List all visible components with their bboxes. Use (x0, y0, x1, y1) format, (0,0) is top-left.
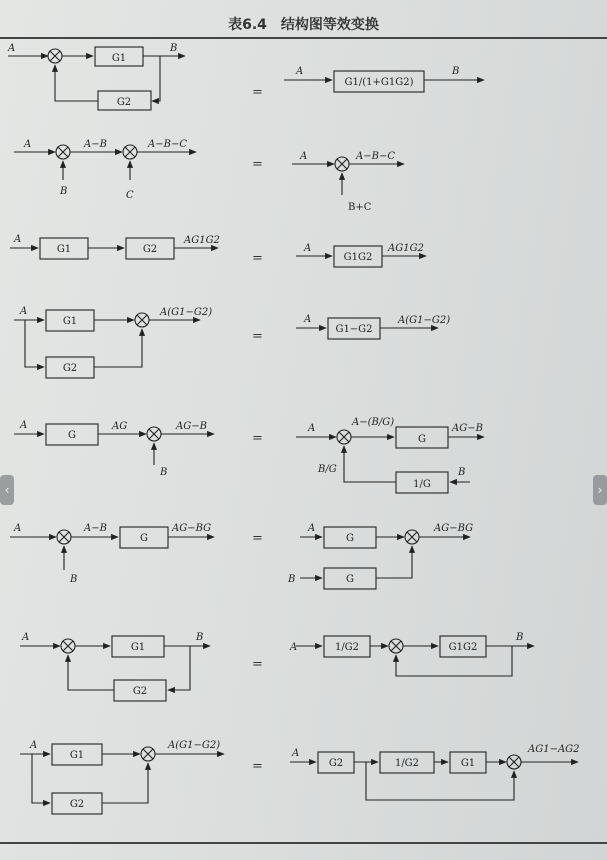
row8-left (20, 744, 224, 814)
signal-label: A−B (84, 523, 107, 534)
block-label: G1G2 (343, 252, 373, 263)
signal-label: A(G1−G2) (168, 740, 221, 751)
signal-label: B (516, 632, 524, 643)
block-label: 1/G2 (394, 758, 420, 769)
block-label: G2 (328, 758, 344, 769)
signal-label: B (60, 186, 68, 197)
block-label: G1 (130, 642, 146, 653)
signal-label: A (8, 43, 16, 54)
signal-label: AG−B (176, 421, 207, 432)
block-label: G (68, 430, 76, 441)
row2-right (292, 157, 404, 195)
signal-label: A (20, 420, 28, 431)
block-label: G1 (62, 316, 78, 327)
signal-label: A(G1−G2) (160, 307, 213, 318)
equals-sign: = (252, 157, 263, 172)
signal-label: B (160, 467, 168, 478)
block-label: G2 (62, 363, 78, 374)
signal-label: B (458, 467, 466, 478)
signal-label: AG−BG (434, 523, 474, 534)
table-title: 表6.4 结构图等效变换 (228, 17, 379, 33)
signal-label: A (292, 748, 300, 759)
signal-label: A (290, 642, 298, 653)
signal-label: AG1G2 (184, 235, 220, 246)
signal-label: A (308, 523, 316, 534)
signal-label: A (308, 423, 316, 434)
row5-right (296, 427, 484, 493)
signal-label: A−B−C (356, 151, 395, 162)
signal-label: B (196, 632, 204, 643)
row4-left (14, 310, 200, 378)
signal-label: A (296, 66, 304, 77)
block-label: G2 (142, 244, 158, 255)
equals-sign: = (252, 329, 263, 344)
equals-sign: = (252, 431, 263, 446)
block-label: G1 (69, 750, 85, 761)
equals-sign: = (252, 85, 263, 100)
signal-label: AG−B (452, 423, 483, 434)
block-label: G1 (111, 53, 127, 64)
signal-label: B+C (348, 202, 372, 213)
signal-label: B (170, 43, 178, 54)
next-page-arrow-icon[interactable]: › (593, 475, 607, 505)
block-label: G (346, 574, 354, 585)
row6-right (300, 527, 470, 589)
signal-label: AG−BG (172, 523, 212, 534)
block-label: G1 (460, 758, 476, 769)
block-label: G1/(1+G1G2) (344, 77, 414, 88)
block-label: G2 (132, 686, 148, 697)
signal-label: A (22, 632, 30, 643)
block-label: 1/G2 (334, 642, 360, 653)
row2-left (14, 145, 196, 180)
prev-page-arrow-icon[interactable]: ‹ (0, 475, 14, 505)
row7-left (20, 636, 210, 701)
signal-label: A (14, 234, 22, 245)
signal-label: A (304, 243, 312, 254)
row7-right (296, 636, 534, 676)
equals-sign: = (252, 251, 263, 266)
signal-label: B (288, 574, 296, 585)
signal-label: AG1G2 (388, 243, 424, 254)
block-label: G1G2 (448, 642, 478, 653)
signal-label: B/G (318, 464, 337, 475)
signal-label: A (14, 523, 22, 534)
row1-left (8, 47, 185, 110)
signal-label: A−(B/G) (352, 417, 395, 428)
equals-sign: = (252, 657, 263, 672)
block-label: G2 (69, 799, 85, 810)
block-label: G2 (116, 97, 132, 108)
signal-label: A(G1−G2) (398, 315, 451, 326)
block-label: G (418, 434, 426, 445)
equals-sign: = (252, 531, 263, 546)
block-label: G1−G2 (335, 324, 373, 335)
signal-label: A (24, 139, 32, 150)
signal-label: A (300, 151, 308, 162)
signal-label: A (304, 314, 312, 325)
block-label: 1/G (413, 479, 431, 490)
block-label: G (346, 533, 354, 544)
signal-label: AG (112, 421, 128, 432)
signal-label: A−B (84, 139, 107, 150)
block-label: G1 (56, 244, 72, 255)
signal-label: B (70, 574, 78, 585)
signal-label: C (126, 190, 134, 201)
signal-label: A (20, 306, 28, 317)
equals-sign: = (252, 759, 263, 774)
block-label: G (140, 533, 148, 544)
signal-label: A (30, 740, 38, 751)
signal-label: A−B−C (148, 139, 187, 150)
signal-label: AG1−AG2 (528, 744, 580, 755)
signal-label: B (452, 66, 460, 77)
